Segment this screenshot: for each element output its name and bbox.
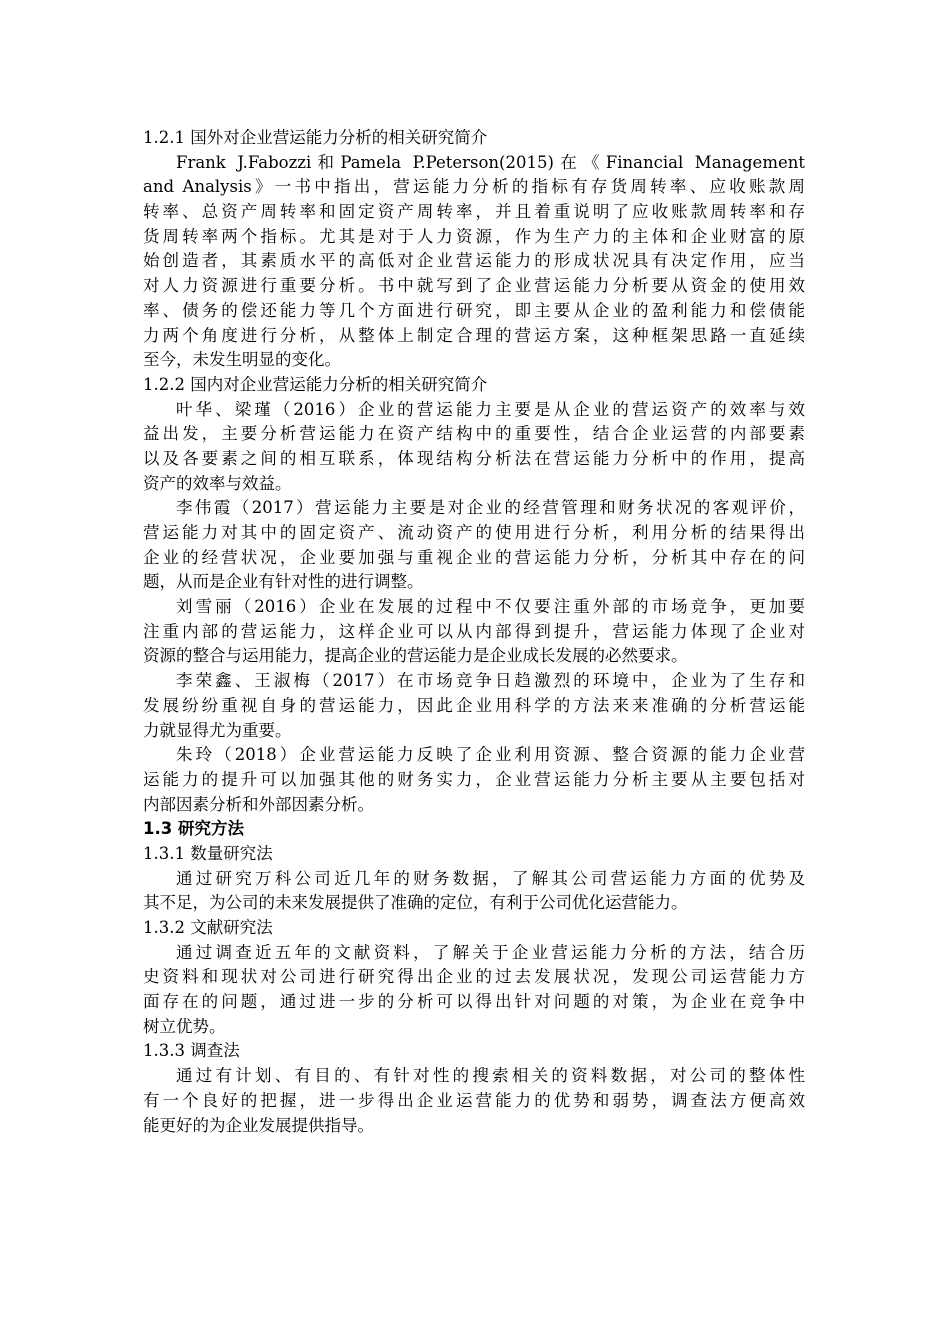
section-heading: 1.3.3 调查法 — [143, 1041, 240, 1061]
paragraph-first-line: Frank J.Fabozzi和Pamela P.Peterson(2015)在《Financial Management — [176, 152, 805, 172]
paragraph-line: 有一个良好的把握，进一步得出企业运营能力的优势和弱势，调查法方便高效 — [143, 1090, 805, 1110]
paragraph-line: 货周转率两个指标。尤其是对于人力资源，作为生产力的主体和企业财富的原 — [143, 226, 805, 246]
section-heading: 1.3.2 文献研究法 — [143, 918, 273, 937]
section-heading: 1.2.1 国外对企业营运能力分析的相关研究简介 — [143, 128, 488, 147]
paragraph-line: 注重内部的营运能力，这样企业可以从内部得到提升，营运能力体现了企业对 — [143, 621, 805, 641]
paragraph-line: 营运能力对其中的固定资产、流动资产的使用进行分析，利用分析的结果得出 — [143, 523, 805, 542]
paragraph-first-line: 通过有计划、有目的、有针对性的搜索相关的资料数据，对公司的整体性 — [176, 1066, 805, 1086]
paragraph-line: 力两个角度进行分析，从整体上制定合理的营运方案，这种框架思路一直延续 — [143, 325, 805, 345]
paragraph-line: 史资料和现状对公司进行研究得出企业的过去发展状况，发现公司运营能力方 — [143, 967, 805, 987]
paragraph-line: 运能力的提升可以加强其他的财务实力，企业营运能力分析主要从主要包括对 — [143, 769, 805, 789]
paragraph-first-line: 李伟霞（2017）营运能力主要是对企业的经营管理和财务状况的客观评价， — [176, 498, 805, 518]
paragraph-line: 率、债务的偿还能力等几个方面进行研究，即主要从企业的盈利能力和偿债能 — [143, 300, 805, 320]
paragraph-last-line: 力就显得尤为重要。 — [143, 720, 292, 740]
paragraph-first-line: 通过研究万科公司近几年的财务数据，了解其公司营运能力方面的优势及 — [176, 868, 805, 888]
paragraph-line: 始创造者，其素质水平的高低对企业营运能力的形成状况具有决定作用，应当 — [143, 251, 805, 271]
section-title: 1.3 研究方法 — [143, 819, 244, 839]
paragraph-line: 发展纷纷重视自身的营运能力，因此企业用科学的方法来来准确的分析营运能 — [143, 695, 805, 715]
section-heading: 1.3.1 数量研究法 — [143, 843, 273, 863]
document-page — [143, 126, 805, 1138]
paragraph-last-line: 其不足，为公司的未来发展提供了准确的定位，有利于公司优化运营能力。 — [143, 893, 688, 913]
paragraph-line: 对人力资源进行重要分析。书中就写到了企业营运能力分析要从资金的使用效 — [143, 276, 805, 296]
paragraph-first-line: 朱玲（2018）企业营运能力反映了企业利用资源、整合资源的能力企业营 — [176, 745, 805, 765]
paragraph-last-line: 题，从而是企业有针对性的进行调整。 — [143, 572, 424, 592]
paragraph-line: 转率、总资产周转率和固定资产周转率，并且着重说明了应收账款周转率和存 — [143, 202, 805, 222]
paragraph-last-line: 资产的效率与效益。 — [143, 473, 292, 493]
paragraph-last-line: 树立优势。 — [143, 1016, 226, 1036]
paragraph-first-line: 叶华、梁瑾（2016）企业的营运能力主要是从企业的营运资产的效率与效 — [176, 399, 805, 419]
paragraph-line: 以及各要素之间的相互联系，体现结构分析法在营运能力分析中的作用，提高 — [143, 448, 805, 468]
paragraph-line: 面存在的问题，通过进一步的分析可以得出针对问题的对策，为企业在竞争中 — [143, 992, 805, 1012]
paragraph-first-line: 刘雪丽（2016）企业在发展的过程中不仅要注重外部的市场竞争，更加要 — [176, 597, 805, 617]
section-heading: 1.2.2 国内对企业营运能力分析的相关研究简介 — [143, 374, 488, 394]
paragraph-first-line: 李荣鑫、王淑梅（2017）在市场竞争日趋激烈的环境中，企业为了生存和 — [176, 671, 805, 691]
paragraph-first-line: 通过调查近五年的文献资料，了解关于企业营运能力分析的方法，结合历 — [176, 942, 805, 962]
paragraph-line: and Analysis》一书中指出，营运能力分析的指标有存货周转率、应收账款周 — [143, 177, 805, 197]
paragraph-last-line: 能更好的为企业发展提供指导。 — [143, 1115, 374, 1135]
paragraph-line: 益出发，主要分析营运能力在资产结构中的重要性，结合企业运营的内部要素 — [143, 424, 805, 444]
paragraph-last-line: 资源的整合与运用能力，提高企业的营运能力是企业成长发展的必然要求。 — [143, 646, 688, 666]
paragraph-line: 企业的经营状况，企业要加强与重视企业的营运能力分析，分析其中存在的问 — [143, 547, 805, 567]
paragraph-last-line: 至今，未发生明显的变化。 — [143, 350, 341, 370]
paragraph-last-line: 内部因素分析和外部因素分析。 — [143, 794, 374, 814]
